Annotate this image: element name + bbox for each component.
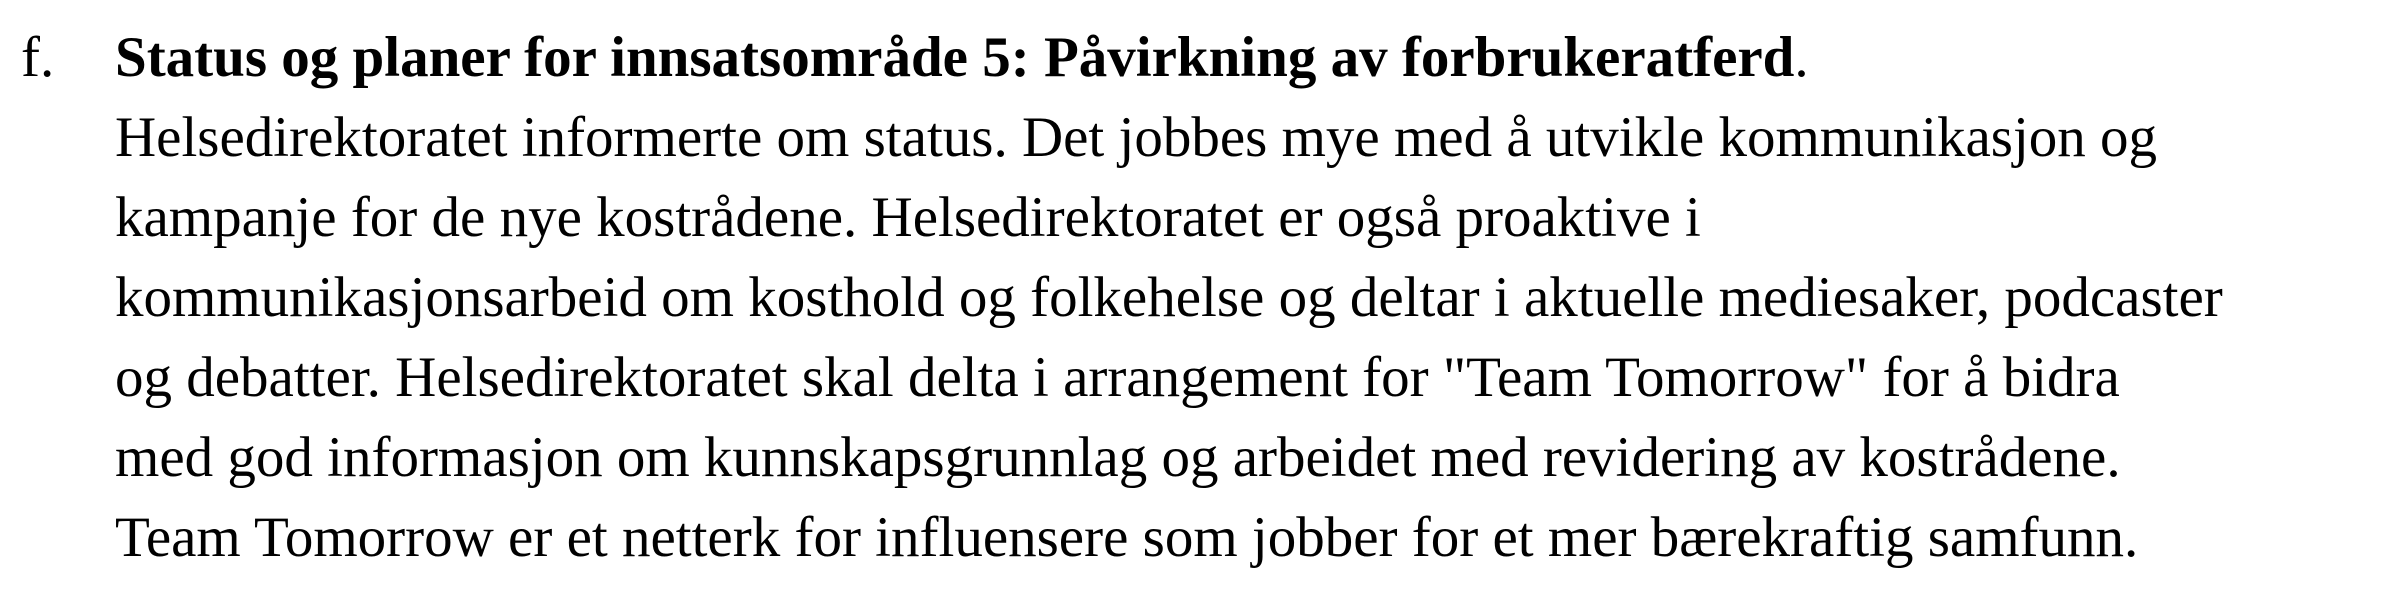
body-line: kampanje for de nye kostrådene. Helsedirektoratet er også proaktive i [115, 186, 1701, 249]
heading-title: Status og planer for innsatsområde 5: Påvirkning av forbrukeratferd [115, 26, 1795, 89]
body-line: og debatter. Helsedirektoratet skal delta i arrangement for "Team Tomorrow" for å bidra [115, 346, 2120, 409]
heading-period: . [1794, 26, 1809, 89]
item-content [115, 18, 2394, 578]
body-line: med god informasjon om kunnskapsgrunnlag og arbeidet med revidering av kostrådene. [115, 426, 2121, 489]
body-line: kommunikasjonsarbeid om kosthold og folkehelse og deltar i aktuelle mediesaker, podcaster [115, 266, 2223, 329]
list-marker: f. [21, 26, 55, 89]
item-heading [115, 18, 2394, 98]
body-line: Team Tomorrow er et netterk for influensere som jobber for et mer bærekraftig samfunn. [115, 506, 2139, 569]
body-line: Helsedirektoratet informerte om status. Det jobbes mye med å utvikle kommunikasjon og [115, 106, 2158, 169]
